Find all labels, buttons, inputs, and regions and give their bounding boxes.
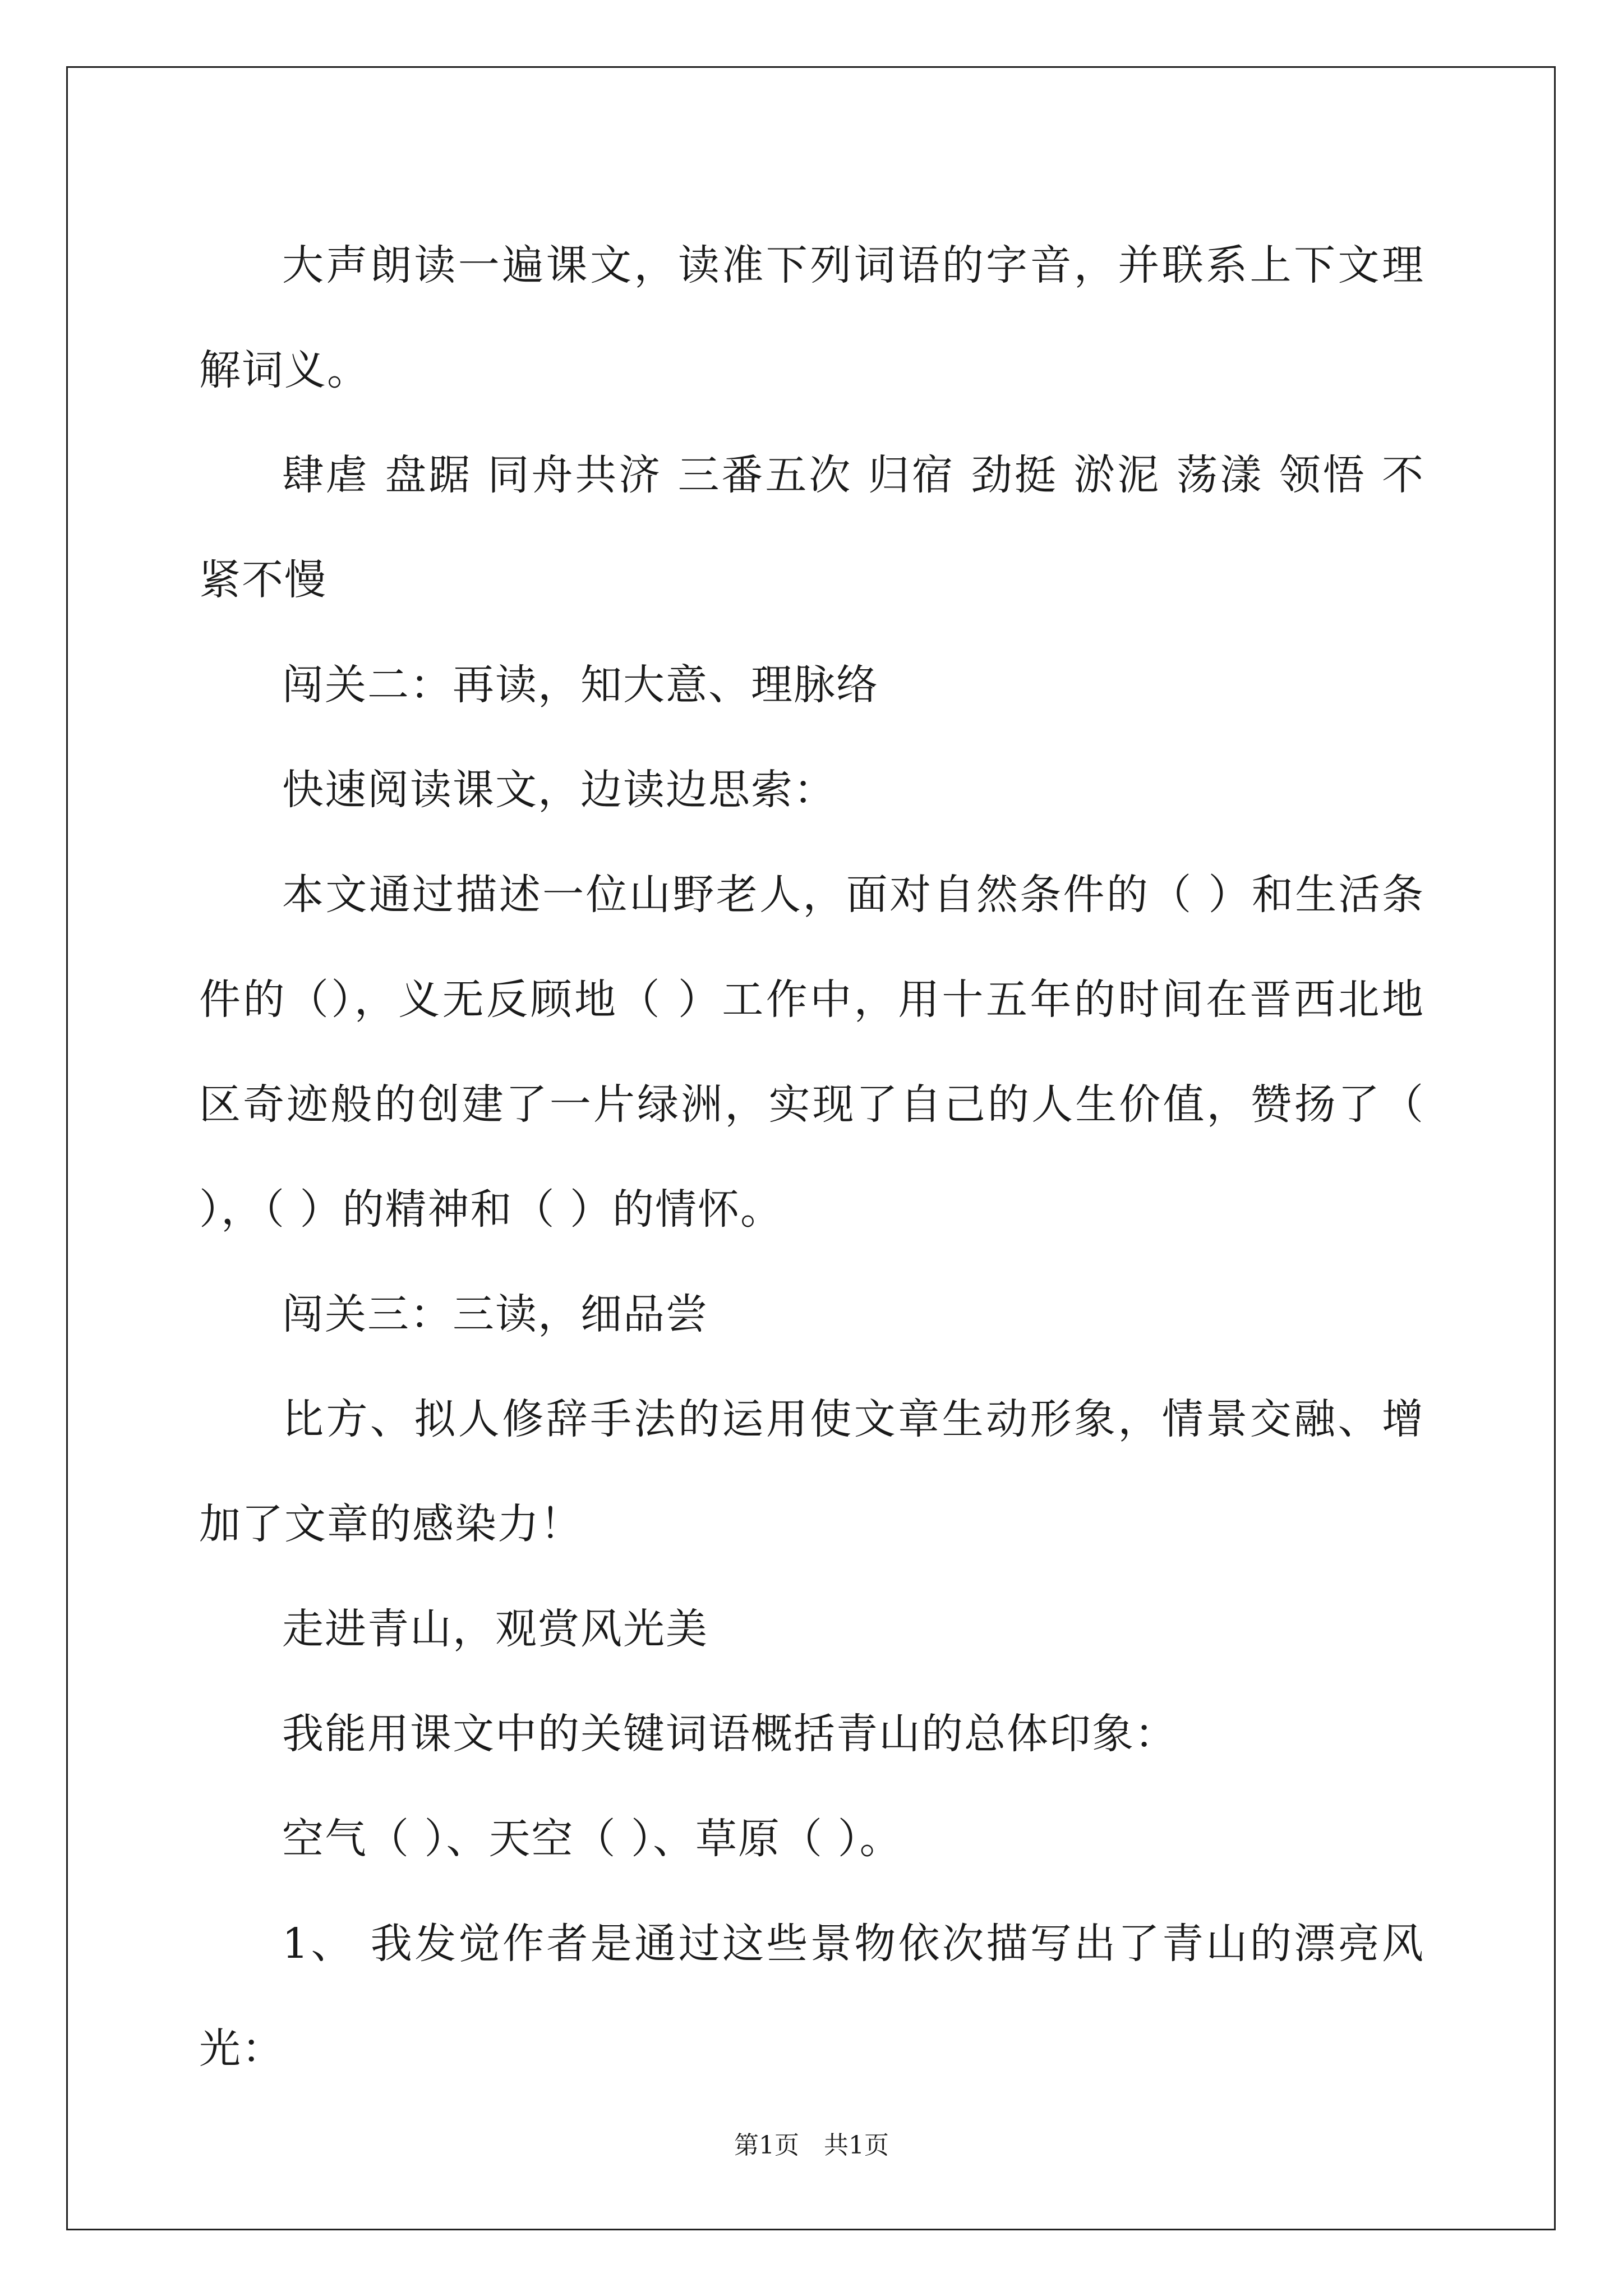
paragraph-impression-blanks: 空气（ ）、天空（ ）、草原（ ）。	[282, 1815, 902, 1863]
paragraph-pronunciation-task: 大声朗读一遍课文，读准下列词语的字音，并联系上下文理解词义。	[199, 241, 1424, 394]
paragraph-keyword-task: 我能用课文中的关键词语概括青山的总体印象：	[282, 1710, 1177, 1758]
paragraph-vocabulary-list: 肆虐 盘踞 同舟共济 三番五次 归宿 劲挺 淤泥 荡漾 领悟 不紧不慢	[199, 451, 1424, 604]
paragraph-rhetoric: 比方、拟人修辞手法的运用使文章生动形象，情景交融、增加了文章的感染力！	[199, 1395, 1424, 1548]
paragraph-level-two-heading: 闯关二：再读，知大意、理脉络	[282, 661, 879, 709]
paragraph-level-three-heading: 闯关三：三读，细品尝	[282, 1290, 708, 1338]
paragraph-summary-fill-in: 本文通过描述一位山野老人，面对自然条件的（ ）和生活条件的（），义无反顾地（ ）工作中，用十五年的时间在晋西北地区奇迹般的创建了一片绿洲，实现了自己的人生价值，赞扬了（ ），（ ）的精神和（ ）的情怀。	[199, 871, 1424, 1234]
document-body	[199, 213, 1424, 2101]
page-number-footer: 第1页 共1页	[734, 2131, 889, 2160]
paragraph-quick-reading: 快速阅读课文，边读边思索：	[282, 766, 836, 814]
paragraph-numbered-item-1: 1、 我发觉作者是通过这些景物依次描写出了青山的漂亮风光：	[199, 1920, 1424, 2073]
paragraph-scenery-heading: 走进青山，观赏风光美	[282, 1605, 708, 1653]
